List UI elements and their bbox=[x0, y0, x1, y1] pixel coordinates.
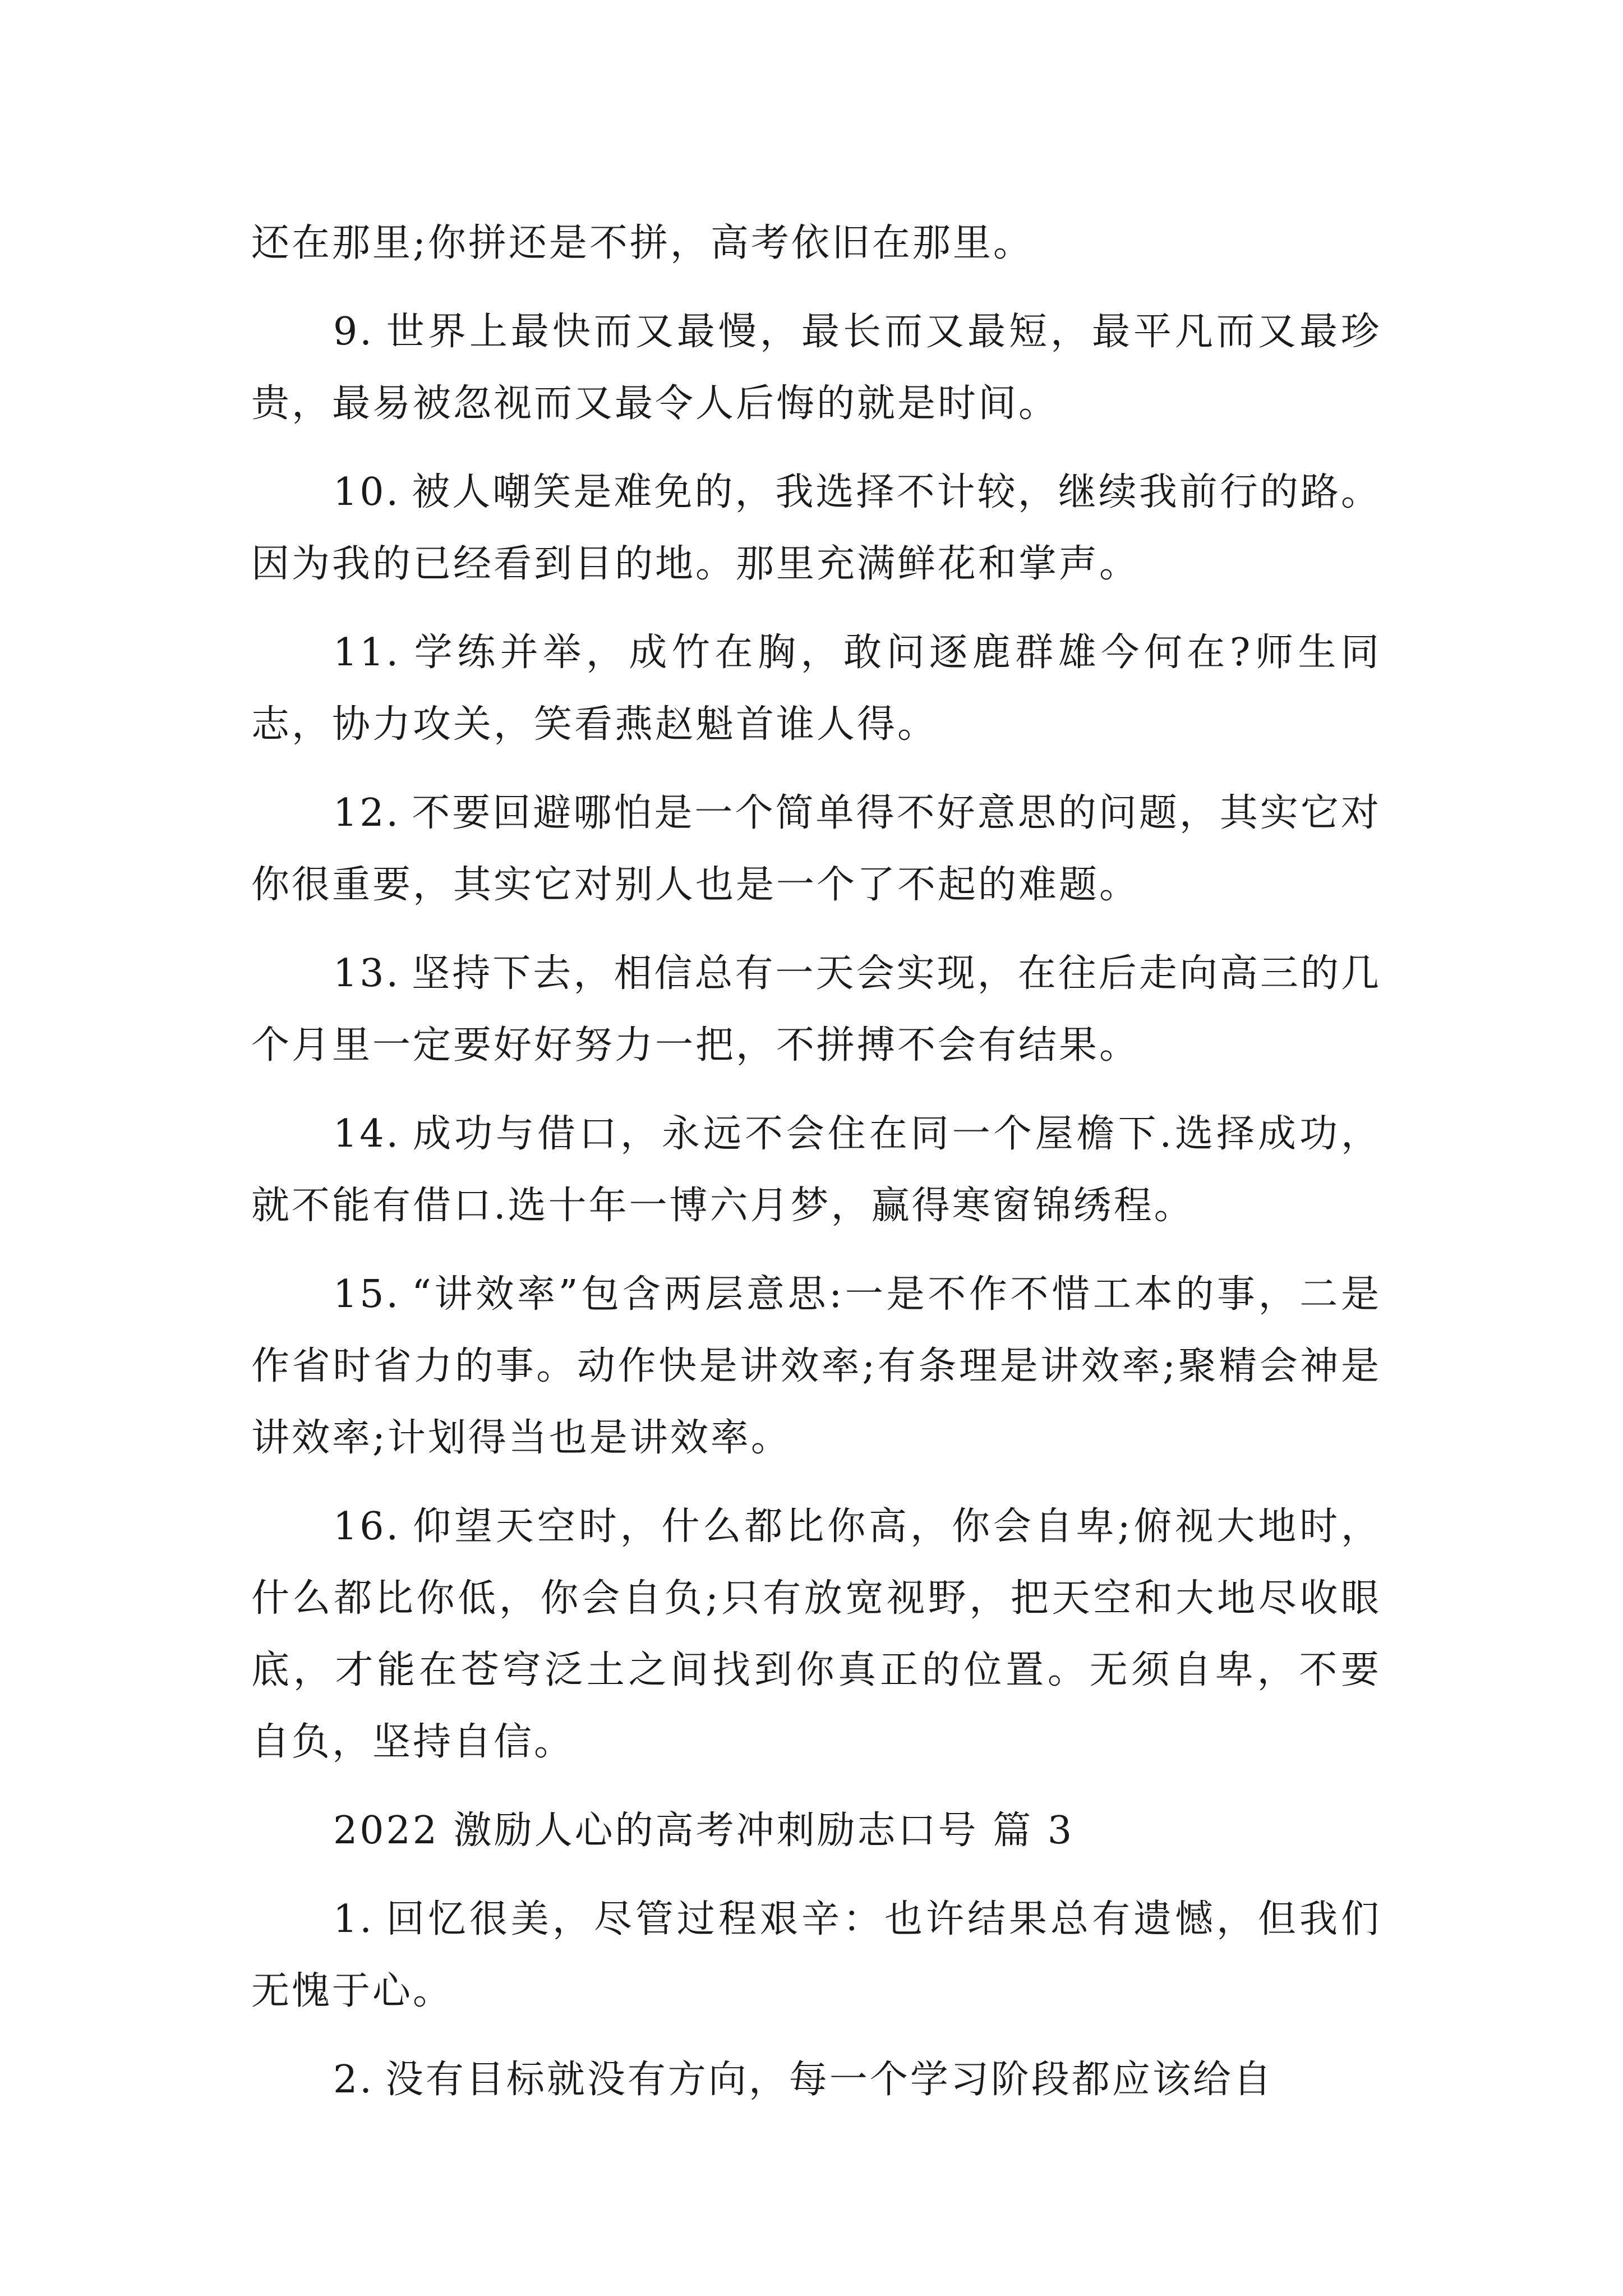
item-number: 2. bbox=[333, 2058, 374, 2102]
item-number: 9. bbox=[333, 310, 374, 354]
list-item bbox=[251, 938, 1381, 1082]
item-number: 10. bbox=[333, 470, 401, 514]
item-text: 仰望天空时，什么都比你高，你会自卑;俯视大地时，什么都比你低，你会自负;只有放宽视野，把天空和大地尽收眼底，才能在苍穹泛土之间找到你真正的位置。无须自卑，不要自负，坚持自信。 bbox=[251, 1504, 1381, 1764]
list-item bbox=[251, 2044, 1381, 2116]
item-number: 15. bbox=[333, 1272, 401, 1317]
item-text: 被人嘲笑是难免的，我选择不计较，继续我前行的路。因为我的已经看到目的地。那里充满鲜花和掌声。 bbox=[251, 470, 1381, 586]
item-number: 11. bbox=[333, 631, 401, 675]
item-text: 没有目标就没有方向，每一个学习阶段都应该给自 bbox=[385, 2058, 1274, 2102]
paragraph-text: 还在那里;你拼还是不拼，高考依旧在那里。 bbox=[251, 221, 1034, 265]
item-number: 16. bbox=[333, 1504, 401, 1549]
item-number: 14. bbox=[333, 1112, 401, 1156]
item-text: “讲效率”包含两层意思:一是不作不惜工本的事，二是作省时省力的事。动作快是讲效率;有条理是讲效率;聚精会神是讲效率;计划得当也是讲效率。 bbox=[251, 1272, 1381, 1460]
list-item bbox=[251, 1259, 1381, 1474]
list-item bbox=[251, 1098, 1381, 1242]
list-item bbox=[251, 777, 1381, 921]
document-page bbox=[251, 208, 1381, 2133]
item-number: 13. bbox=[333, 951, 401, 996]
list-item bbox=[251, 296, 1381, 440]
item-text: 坚持下去，相信总有一天会实现，在往后走向高三的几个月里一定要好好努力一把，不拼搏不会有结果。 bbox=[251, 951, 1381, 1068]
item-number: 1. bbox=[333, 1897, 374, 1941]
section-heading: 2022 激励人心的高考冲刺励志口号 篇 3 bbox=[333, 1809, 1075, 1853]
item-number: 12. bbox=[333, 791, 401, 835]
item-text: 回忆很美，尽管过程艰辛：也许结果总有遗憾，但我们无愧于心。 bbox=[251, 1897, 1381, 2013]
item-text: 世界上最快而又最慢，最长而又最短，最平凡而又最珍贵，最易被忽视而又最令人后悔的就是时间。 bbox=[251, 310, 1381, 426]
list-item bbox=[251, 1884, 1381, 2027]
item-text: 不要回避哪怕是一个简单得不好意思的问题，其实它对你很重要，其实它对别人也是一个了不起的难题。 bbox=[251, 791, 1381, 907]
list-item bbox=[251, 457, 1381, 600]
paragraph-continued bbox=[251, 208, 1381, 279]
list-item bbox=[251, 1491, 1381, 1778]
list-item bbox=[251, 617, 1381, 761]
item-text: 学练并举，成竹在胸，敢问逐鹿群雄今何在?师生同志，协力攻关，笑看燕赵魁首谁人得。 bbox=[251, 631, 1381, 747]
item-text: 成功与借口，永远不会住在同一个屋檐下.选择成功，就不能有借口.选十年一博六月梦，赢得寒窗锦绣程。 bbox=[251, 1112, 1381, 1228]
